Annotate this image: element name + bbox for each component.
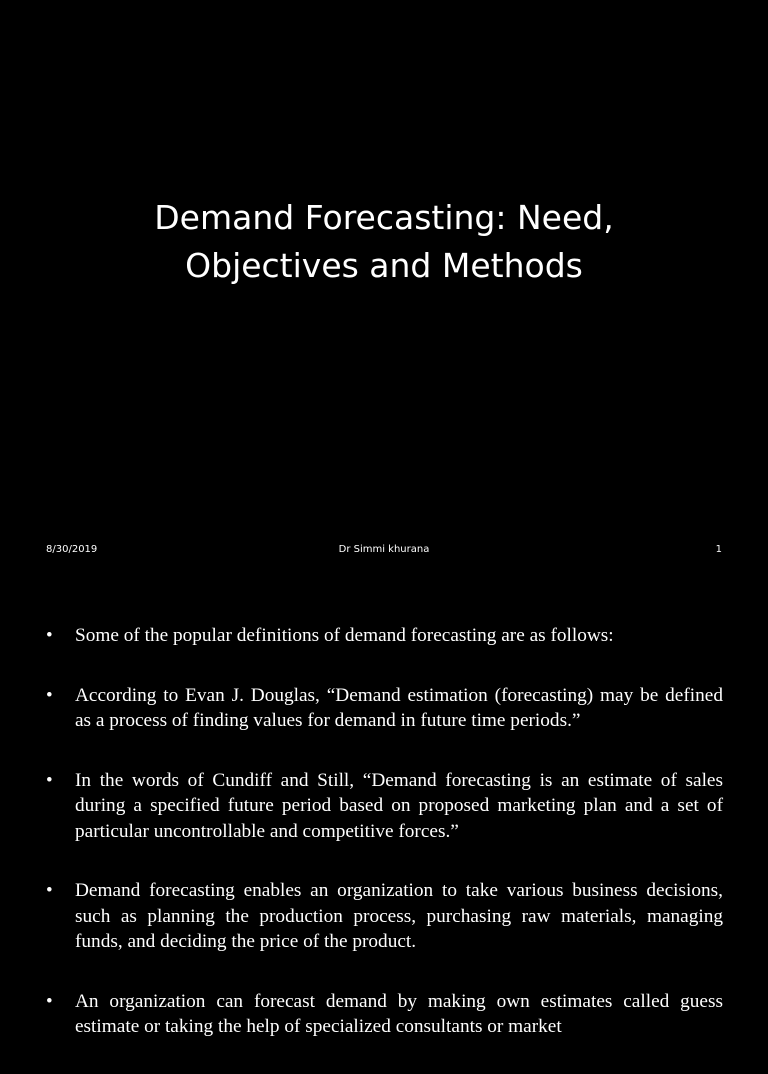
slide-title-line-2: Objectives and Methods bbox=[185, 246, 583, 285]
bullet-icon: • bbox=[46, 880, 53, 901]
bullet-list bbox=[46, 623, 723, 1074]
footer-author: Dr Simmi khurana bbox=[338, 544, 430, 555]
content-slide bbox=[0, 576, 768, 1037]
bullet-text: Demand forecasting enables an organization to take various business decisions, such as planning the production process, purchasing raw materials, managing funds, and deciding the price of the product. bbox=[75, 880, 723, 952]
bullet-text: According to Evan J. Douglas, “Demand estimation (forecasting) may be defined as a process of finding values for demand in future time periods.” bbox=[75, 684, 723, 731]
bullet-icon: • bbox=[46, 684, 53, 706]
bullet-icon: • bbox=[46, 769, 53, 791]
list-item bbox=[46, 768, 723, 845]
bullet-icon: • bbox=[46, 625, 53, 646]
slide-title bbox=[60, 194, 708, 290]
footer-page-number: 1 bbox=[715, 544, 722, 555]
bullet-text: An organization can forecast demand by making own estimates called guess estimate or taking the help of specialized consultants or market bbox=[75, 990, 723, 1037]
list-item bbox=[46, 878, 723, 955]
footer-date: 8/30/2019 bbox=[46, 544, 98, 555]
list-item bbox=[46, 623, 723, 649]
list-item bbox=[46, 989, 723, 1040]
slide-title-line-1: Demand Forecasting: Need, bbox=[154, 198, 614, 237]
bullet-text: In the words of Cundiff and Still, “Demand forecasting is an estimate of sales during a specified future period based on proposed marketing plan and a set of particular uncontrollable and competitive forces.” bbox=[75, 769, 723, 842]
bullet-icon: • bbox=[46, 990, 53, 1012]
bullet-text: Some of the popular definitions of demand forecasting are as follows: bbox=[75, 625, 614, 646]
list-item bbox=[46, 683, 723, 734]
